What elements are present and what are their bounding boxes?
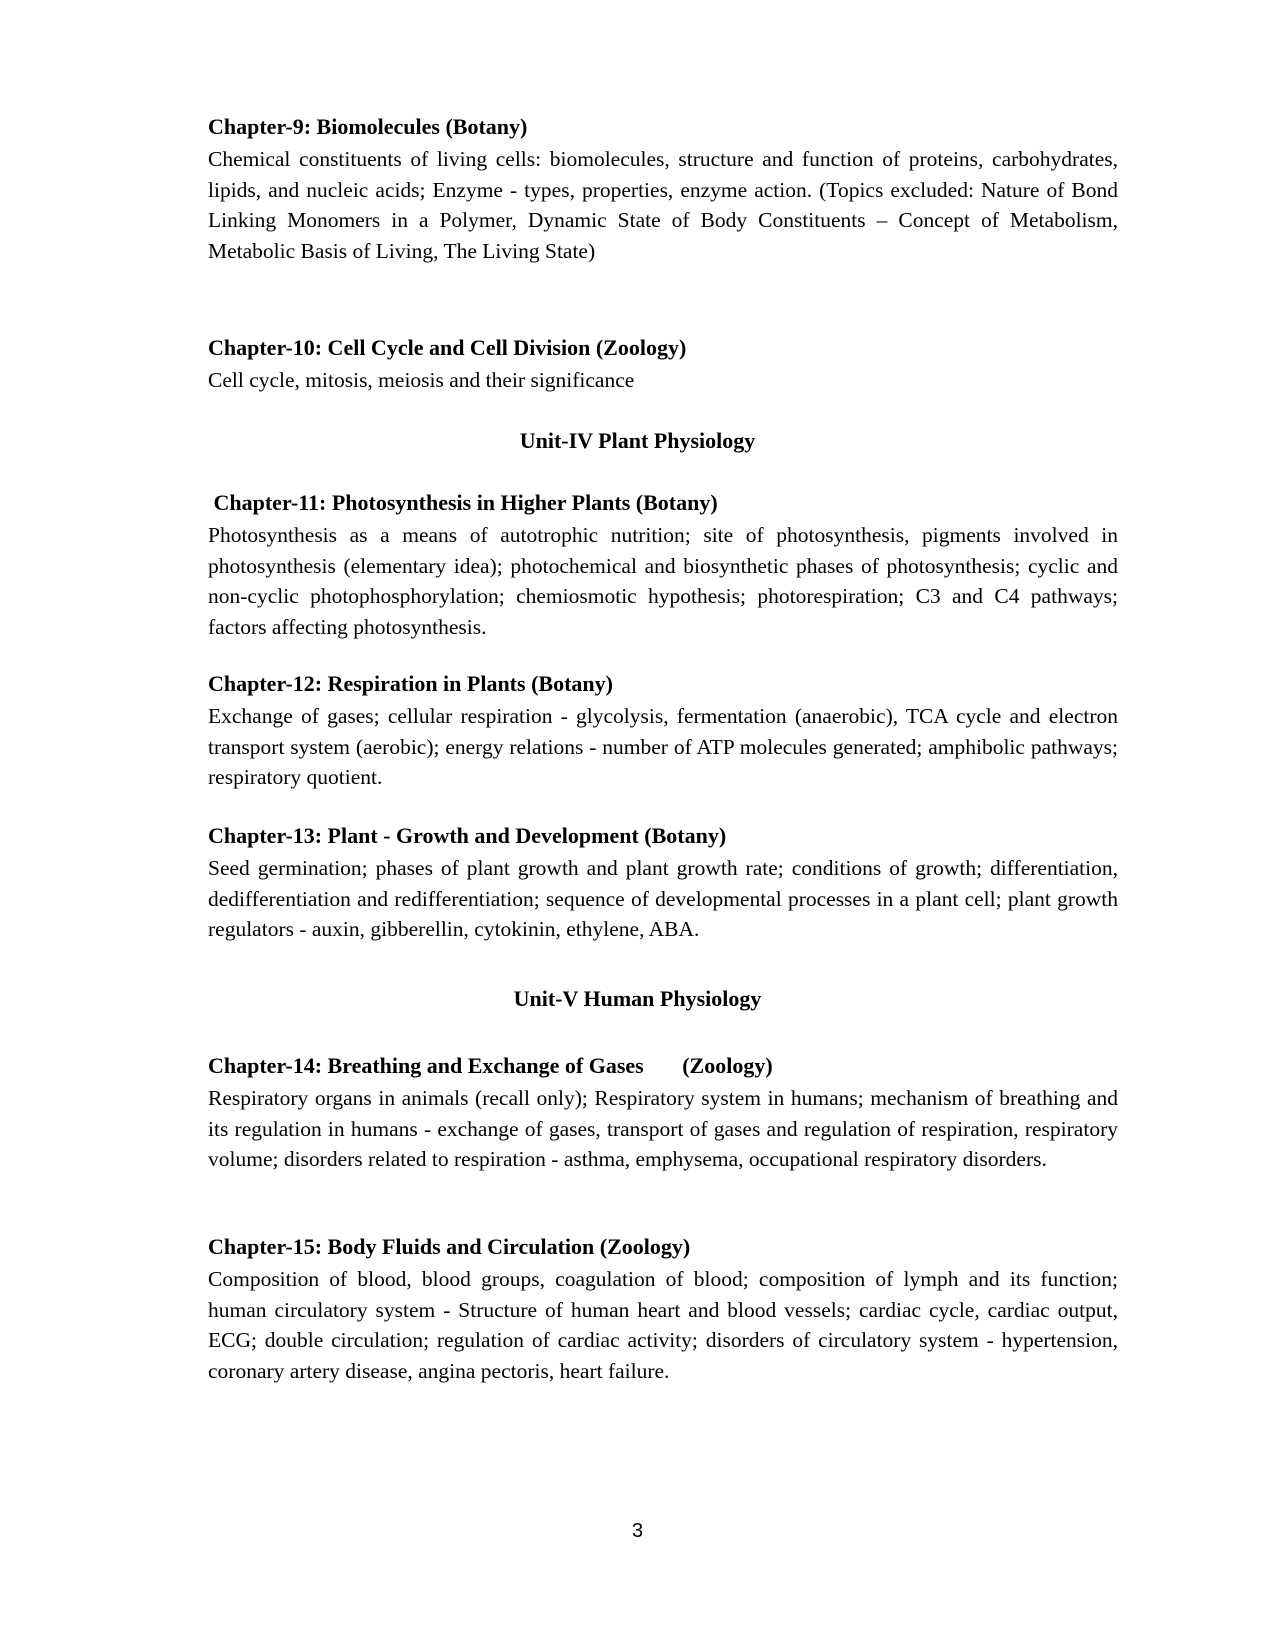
chapter-11-section: [208, 488, 1118, 642]
chapter-13-heading: Chapter-13: Plant - Growth and Development (Botany): [208, 823, 727, 848]
chapter-14-heading: Chapter-14: Breathing and Exchange of Gases (Zoology): [208, 1053, 773, 1078]
chapter-9-section: [208, 112, 1118, 266]
chapter-15-section: [208, 1232, 1118, 1386]
unit-4-title: Unit-IV Plant Physiology: [519, 428, 756, 453]
page-number: 3: [631, 1520, 644, 1542]
chapter-10-section: [208, 333, 1118, 396]
chapter-11-description: Photosynthesis as a means of autotrophic nutrition; site of photosynthesis, pigments involved in photosynthesis (elementary idea); photochemical and biosynthetic phases of photosynthesis; cyclic and non-cyclic photophosphorylation; chemiosmotic hypothesis; photorespiration; C3 and C4 pathways; factors affecting photosynthesis.: [208, 523, 1118, 639]
chapter-15-description: Composition of blood, blood groups, coagulation of blood; composition of lymph and its function; human circulatory system - Structure of human heart and blood vessels; cardiac cycle, cardiac output, ECG; double circulation; regulation of cardiac activity; disorders of circulatory system - hypertension, coronary artery disease, angina pectoris, heart failure.: [208, 1267, 1118, 1383]
chapter-12-description: Exchange of gases; cellular respiration - glycolysis, fermentation (anaerobic), TCA cycle and electron transport system (aerobic); energy relations - number of ATP molecules generated; amphibolic pathways; respiratory quotient.: [208, 704, 1118, 789]
chapter-14-section: [208, 1051, 1118, 1175]
chapter-13-section: [208, 821, 1118, 945]
chapter-9-description: Chemical constituents of living cells: biomolecules, structure and function of proteins, carbohydrates, lipids, and nucleic acids; Enzyme - types, properties, enzyme action. (Topics excluded: Nature of Bond Linking Monomers in a Polymer, Dynamic State of Body Constituents – Concept of Metabolism, Metabolic Basis of Living, The Living State): [208, 147, 1118, 263]
chapter-12-heading: Chapter-12: Respiration in Plants (Botany): [208, 671, 613, 696]
chapter-13-description: Seed germination; phases of plant growth and plant growth rate; conditions of growth; differentiation, dedifferentiation and redifferentiation; sequence of developmental processes in a plant cell; plant growth regulators - auxin, gibberellin, cytokinin, ethylene, ABA.: [208, 856, 1118, 941]
chapter-15-heading: Chapter-15: Body Fluids and Circulation (Zoology): [208, 1234, 691, 1259]
chapter-12-section: [208, 669, 1118, 793]
chapter-14-description: Respiratory organs in animals (recall only); Respiratory system in humans; mechanism of breathing and its regulation in humans - exchange of gases, transport of gases and regulation of respiration, respiratory volume; disorders related to respiration - asthma, emphysema, occupational respiratory disorders.: [208, 1086, 1118, 1171]
chapter-10-heading: Chapter-10: Cell Cycle and Cell Division (Zoology): [208, 335, 687, 360]
chapter-9-heading: Chapter-9: Biomolecules (Botany): [208, 114, 528, 139]
unit-5-title: Unit-V Human Physiology: [513, 986, 762, 1011]
chapter-10-description: Cell cycle, mitosis, meiosis and their significance: [208, 368, 635, 392]
chapter-11-heading: Chapter-11: Photosynthesis in Higher Plants (Botany): [208, 490, 718, 515]
